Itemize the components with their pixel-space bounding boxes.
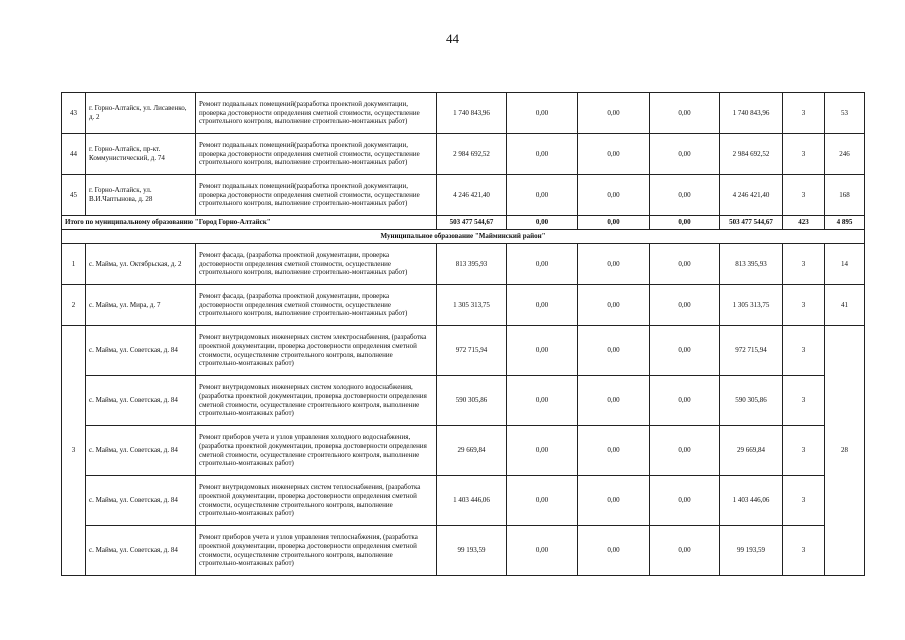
fund-cell: 4 246 421,40 xyxy=(720,175,783,216)
fund-cell: 99 193,59 xyxy=(720,526,783,576)
table-row xyxy=(62,476,865,526)
work-description-cell: Ремонт подвальных помещений(разработка проектной документации, проверка достоверности определения сметной стоимости, осуществление строительного контроля, выполнение строительно-монтажных работ) xyxy=(196,134,437,175)
address-cell: г. Горно-Алтайск, ул. В.И.Чаптынова, д. 28 xyxy=(86,175,196,216)
value-cell: 246 xyxy=(825,134,865,175)
table-row xyxy=(62,285,865,326)
value-cell: 0,00 xyxy=(578,326,650,376)
value-cell: 0,00 xyxy=(650,526,720,576)
value-cell: 0,00 xyxy=(507,134,578,175)
value-cell: 0,00 xyxy=(650,426,720,476)
row-number: 1 xyxy=(62,244,86,285)
value-cell: 0,00 xyxy=(578,285,650,326)
value-cell: 3 xyxy=(783,244,825,285)
value-cell: 0,00 xyxy=(578,426,650,476)
table-row xyxy=(62,134,865,175)
fund-cell: 1 403 446,06 xyxy=(720,476,783,526)
repair-program-table xyxy=(61,92,865,576)
value-cell: 3 xyxy=(783,285,825,326)
total-row xyxy=(62,216,865,230)
table-row xyxy=(62,426,865,476)
value-cell: 3 xyxy=(783,526,825,576)
fund-cell: 972 715,94 xyxy=(720,326,783,376)
address-cell: с. Майма, ул. Советская, д. 84 xyxy=(86,326,196,376)
total-value: 4 895 xyxy=(825,216,865,230)
value-cell: 28 xyxy=(825,326,865,576)
address-cell: с. Майма, ул. Мира, д. 7 xyxy=(86,285,196,326)
row-number: 44 xyxy=(62,134,86,175)
cost-cell: 4 246 421,40 xyxy=(437,175,507,216)
row-number: 45 xyxy=(62,175,86,216)
total-cost: 503 477 544,67 xyxy=(437,216,507,230)
value-cell: 0,00 xyxy=(650,244,720,285)
section-header-row xyxy=(62,230,865,244)
value-cell: 0,00 xyxy=(507,175,578,216)
value-cell: 0,00 xyxy=(578,526,650,576)
work-description-cell: Ремонт внутридомовых инженерных систем холодного водоснабжения, (разработка проектной документации, проверка достоверности определения сметной стоимости, осуществление строительного контроля, выполнение строительно-монтажных работ) xyxy=(196,376,437,426)
value-cell: 14 xyxy=(825,244,865,285)
fund-cell: 2 984 692,52 xyxy=(720,134,783,175)
table-row xyxy=(62,175,865,216)
page-number: 44 xyxy=(446,31,459,46)
fund-cell: 813 395,93 xyxy=(720,244,783,285)
value-cell: 0,00 xyxy=(507,326,578,376)
work-description-cell: Ремонт подвальных помещений(разработка проектной документации, проверка достоверности определения сметной стоимости, осуществление строительного контроля, выполнение строительно-монтажных работ) xyxy=(196,93,437,134)
cost-cell: 29 669,84 xyxy=(437,426,507,476)
table-row xyxy=(62,244,865,285)
cost-cell: 813 395,93 xyxy=(437,244,507,285)
value-cell: 0,00 xyxy=(650,93,720,134)
value-cell: 168 xyxy=(825,175,865,216)
address-cell: с. Майма, ул. Советская, д. 84 xyxy=(86,476,196,526)
total-value: 0,00 xyxy=(578,216,650,230)
fund-cell: 29 669,84 xyxy=(720,426,783,476)
value-cell: 0,00 xyxy=(650,376,720,426)
address-cell: с. Майма, ул. Советская, д. 84 xyxy=(86,526,196,576)
work-description-cell: Ремонт приборов учета и узлов управления холодного водоснабжения, (разработка проектной документации, проверка достоверности определения сметной стоимости, осуществление строительного контроля, выполнение строительно-монтажных работ) xyxy=(196,426,437,476)
address-cell: г. Горно-Алтайск, пр-кт. Коммунистический, д. 74 xyxy=(86,134,196,175)
value-cell: 0,00 xyxy=(507,526,578,576)
total-value: 0,00 xyxy=(507,216,578,230)
value-cell: 3 xyxy=(783,326,825,376)
fund-cell: 1 740 843,96 xyxy=(720,93,783,134)
value-cell: 0,00 xyxy=(650,134,720,175)
value-cell: 0,00 xyxy=(507,476,578,526)
total-value: 0,00 xyxy=(650,216,720,230)
cost-cell: 1 305 313,75 xyxy=(437,285,507,326)
value-cell: 0,00 xyxy=(507,426,578,476)
value-cell: 0,00 xyxy=(507,285,578,326)
value-cell: 0,00 xyxy=(507,376,578,426)
address-cell: с. Майма, ул. Советская, д. 84 xyxy=(86,426,196,476)
value-cell: 0,00 xyxy=(578,175,650,216)
fund-cell: 590 305,86 xyxy=(720,376,783,426)
total-fund: 503 477 544,67 xyxy=(720,216,783,230)
value-cell: 3 xyxy=(783,175,825,216)
value-cell: 0,00 xyxy=(507,244,578,285)
value-cell: 3 xyxy=(783,134,825,175)
work-description-cell: Ремонт внутридомовых инженерных систем электроснабжения, (разработка проектной документации, проверка достоверности определения сметной стоимости, осуществление строительного контроля, выполнение строительно-монтажных работ) xyxy=(196,326,437,376)
table-row xyxy=(62,326,865,376)
value-cell: 3 xyxy=(783,93,825,134)
value-cell: 0,00 xyxy=(578,134,650,175)
value-cell: 0,00 xyxy=(578,93,650,134)
value-cell: 0,00 xyxy=(650,175,720,216)
value-cell: 3 xyxy=(783,476,825,526)
total-label: Итого по муниципальному образованию "Город Горно-Алтайск" xyxy=(62,216,437,230)
table-row xyxy=(62,376,865,426)
work-description-cell: Ремонт фасада, (разработка проектной документации, проверка достоверности определения сметной стоимости, осуществление строительного контроля, выполнение строительно-монтажных работ) xyxy=(196,285,437,326)
cost-cell: 1 403 446,06 xyxy=(437,476,507,526)
cost-cell: 590 305,86 xyxy=(437,376,507,426)
row-number: 2 xyxy=(62,285,86,326)
cost-cell: 972 715,94 xyxy=(437,326,507,376)
work-description-cell: Ремонт приборов учета и узлов управления теплоснабжения, (разработка проектной документации, проверка достоверности определения сметной стоимости, осуществление строительного контроля, выполнение строительно-монтажных работ) xyxy=(196,526,437,576)
value-cell: 0,00 xyxy=(507,93,578,134)
table-row xyxy=(62,526,865,576)
value-cell: 3 xyxy=(783,426,825,476)
total-value: 423 xyxy=(783,216,825,230)
work-description-cell: Ремонт подвальных помещений(разработка проектной документации, проверка достоверности определения сметной стоимости, осуществление строительного контроля, выполнение строительно-монтажных работ) xyxy=(196,175,437,216)
value-cell: 53 xyxy=(825,93,865,134)
cost-cell: 1 740 843,96 xyxy=(437,93,507,134)
value-cell: 0,00 xyxy=(650,285,720,326)
value-cell: 0,00 xyxy=(650,326,720,376)
address-cell: с. Майма, ул. Советская, д. 84 xyxy=(86,376,196,426)
work-description-cell: Ремонт внутридомовых инженерных систем теплоснабжения, (разработка проектной документации, проверка достоверности определения сметной стоимости, осуществление строительного контроля, выполнение строительно-монтажных работ) xyxy=(196,476,437,526)
table-row xyxy=(62,93,865,134)
cost-cell: 99 193,59 xyxy=(437,526,507,576)
row-number: 3 xyxy=(62,326,86,576)
value-cell: 41 xyxy=(825,285,865,326)
address-cell: г. Горно-Алтайск, ул. Лисавенко, д. 2 xyxy=(86,93,196,134)
row-number: 43 xyxy=(62,93,86,134)
value-cell: 0,00 xyxy=(578,476,650,526)
cost-cell: 2 984 692,52 xyxy=(437,134,507,175)
address-cell: с. Майма, ул. Октябрьская, д. 2 xyxy=(86,244,196,285)
value-cell: 0,00 xyxy=(578,376,650,426)
value-cell: 0,00 xyxy=(650,476,720,526)
value-cell: 0,00 xyxy=(578,244,650,285)
section-title: Муниципальное образование "Майминский район" xyxy=(62,230,865,244)
value-cell: 3 xyxy=(783,376,825,426)
fund-cell: 1 305 313,75 xyxy=(720,285,783,326)
work-description-cell: Ремонт фасада, (разработка проектной документации, проверка достоверности определения сметной стоимости, осуществление строительного контроля, выполнение строительно-монтажных работ) xyxy=(196,244,437,285)
